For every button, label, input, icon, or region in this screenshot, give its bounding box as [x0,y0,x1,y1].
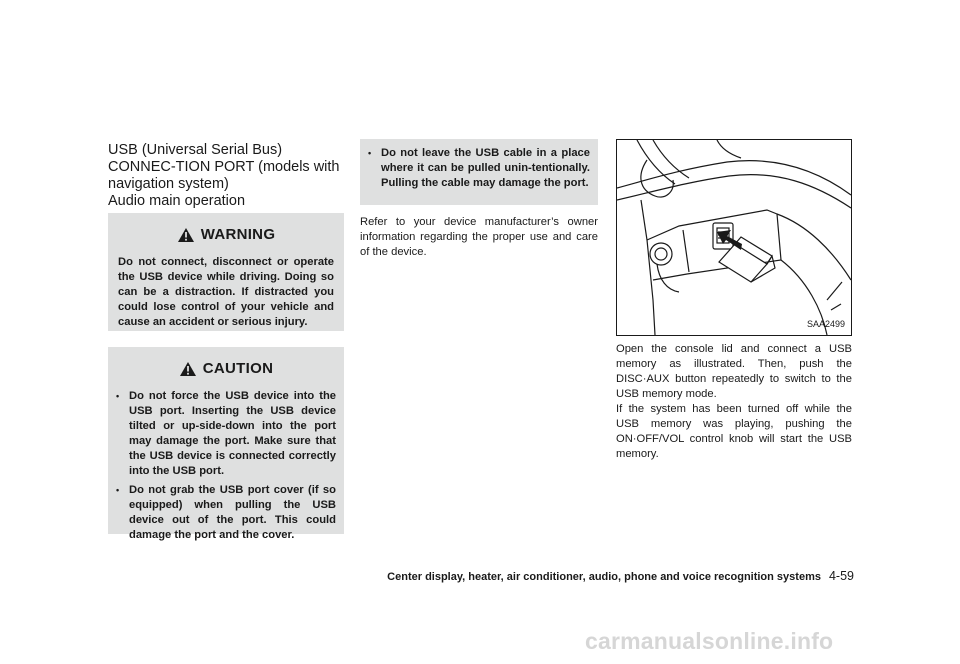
caution-title: CAUTION [202,360,274,377]
warning-title-row [108,226,344,243]
console-usb-drawing [617,140,851,335]
subsection-heading: Audio main operation [108,193,246,209]
caution-triangle-icon [179,361,197,377]
usb-connect-paragraph: Open the console lid and connect a USB memory as illustrated. Then, push the DISC·AUX button repeatedly to switch to the USB memory mode. [616,343,852,400]
usb-port-illustration [616,139,852,336]
caution-item: • Do not force the USB device into the USB port. Inserting the USB device tilted or up-side-down into the port may damage the port. Make sure that the USB device is connected correctly into the USB port. [116,389,336,479]
footer-section-title: Center display, heater, air conditioner, audio, phone and voice recognition systems [387,571,821,583]
section-heading: USB (Universal Serial Bus) CONNEC-TION PORT (models with navigation system) [108,142,340,192]
warning-text: Do not connect, disconnect or operate the USB device while driving. Doing so can be a distraction. If distracted you could lose control of your vehicle and cause an accident or serious injury. [118,256,334,328]
caution-box [108,347,344,541]
caution-list-continued [368,146,590,191]
caution-title-row [108,360,344,377]
caution-item: • Do not leave the USB cable in a place where it can be pulled unin-tentionally. Pulling the cable may damage the port. [368,146,590,191]
watermark-link[interactable]: carmanualsonline.info [585,628,834,654]
warning-box [108,213,344,331]
caution-item: • Do not grab the USB port cover (if so equipped) when pulling the USB device out of the port. This could damage the port and the cover. [116,483,336,543]
figure-code: SAA2499 [806,319,845,329]
warning-triangle-icon [177,227,195,243]
usb-resume-paragraph: If the system has been turned off while the USB memory was playing, pushing the ON·OFF/VOL control knob will start the USB memory. [616,403,852,460]
warning-title: WARNING [200,226,276,243]
page-number: 4-59 [828,569,854,583]
device-care-paragraph: Refer to your device manufacturer’s owner information regarding the proper use and care of the device. [360,216,598,258]
caution-continued-box [360,139,598,205]
caution-list [116,389,336,543]
page-footer [330,569,854,583]
